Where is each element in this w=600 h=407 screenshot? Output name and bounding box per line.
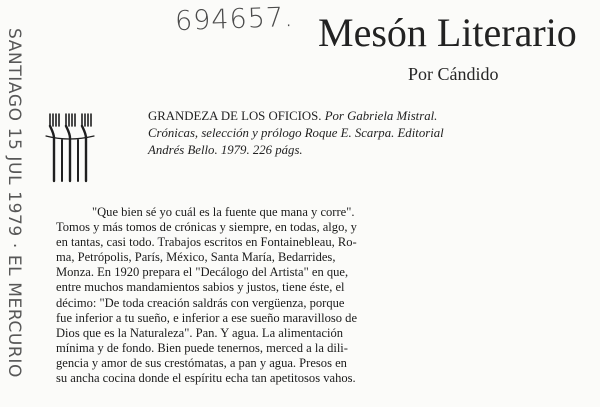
- article-body: [56, 205, 447, 386]
- column-byline: Por Cándido: [408, 64, 499, 84]
- body-line: Monza. En 1920 prepara el "Decálogo del Artista" en que,: [56, 265, 349, 280]
- book-reference: [148, 108, 448, 159]
- body-line: fue inferior a tu sueño, e inferior a ese sueño maravilloso de: [56, 310, 358, 325]
- body-line: mínima y de fondo. Bien puede tenernos, merced a la dili-: [56, 340, 348, 355]
- column-title: Mesón Literario: [318, 10, 577, 55]
- body-line: Tomos y más tomos de crónicas y siempre, en todas, algo, y: [56, 220, 357, 235]
- body-line: "Que bien sé yo cuál es la fuente que mana y corre".: [92, 205, 355, 219]
- book-title: GRANDEZA DE LOS OFICIOS.: [148, 109, 322, 123]
- body-line: ma, Petrópolis, París, México, Santa María, Bedarrides,: [56, 250, 336, 265]
- vertical-note-text: SANTIAGO 15 JUL 1979 · EL MERCURIO: [4, 28, 24, 378]
- cutlery-icon: [42, 110, 96, 185]
- body-line: décimo: "De toda creación saldrás con vergüenza, porque: [56, 295, 345, 310]
- body-line: entre muchos mandamientos sabios y justos, tiene éste, el: [56, 280, 345, 295]
- handwritten-number: 694657.: [174, 1, 295, 38]
- body-line: gencia y amor de sus crestómatas, a pan y agua. Presos en: [56, 355, 347, 370]
- body-line: su ancha cocina donde el espíritu echa tan apetitosos vahos.: [56, 371, 356, 386]
- body-line: Dios que es la Naturaleza". Pan. Y agua. La alimentación: [56, 325, 344, 340]
- book-details: Por Gabriela Mistral. Crónicas, selección y prólogo Roque E. Scarpa. Editorial Andrés Bello. 1979. 226 págs.: [148, 109, 444, 157]
- vertical-handwritten-note: [0, 0, 28, 407]
- body-line: en tantas, casi todo. Trabajos escritos en Fontainebleau, Ro-: [56, 235, 357, 250]
